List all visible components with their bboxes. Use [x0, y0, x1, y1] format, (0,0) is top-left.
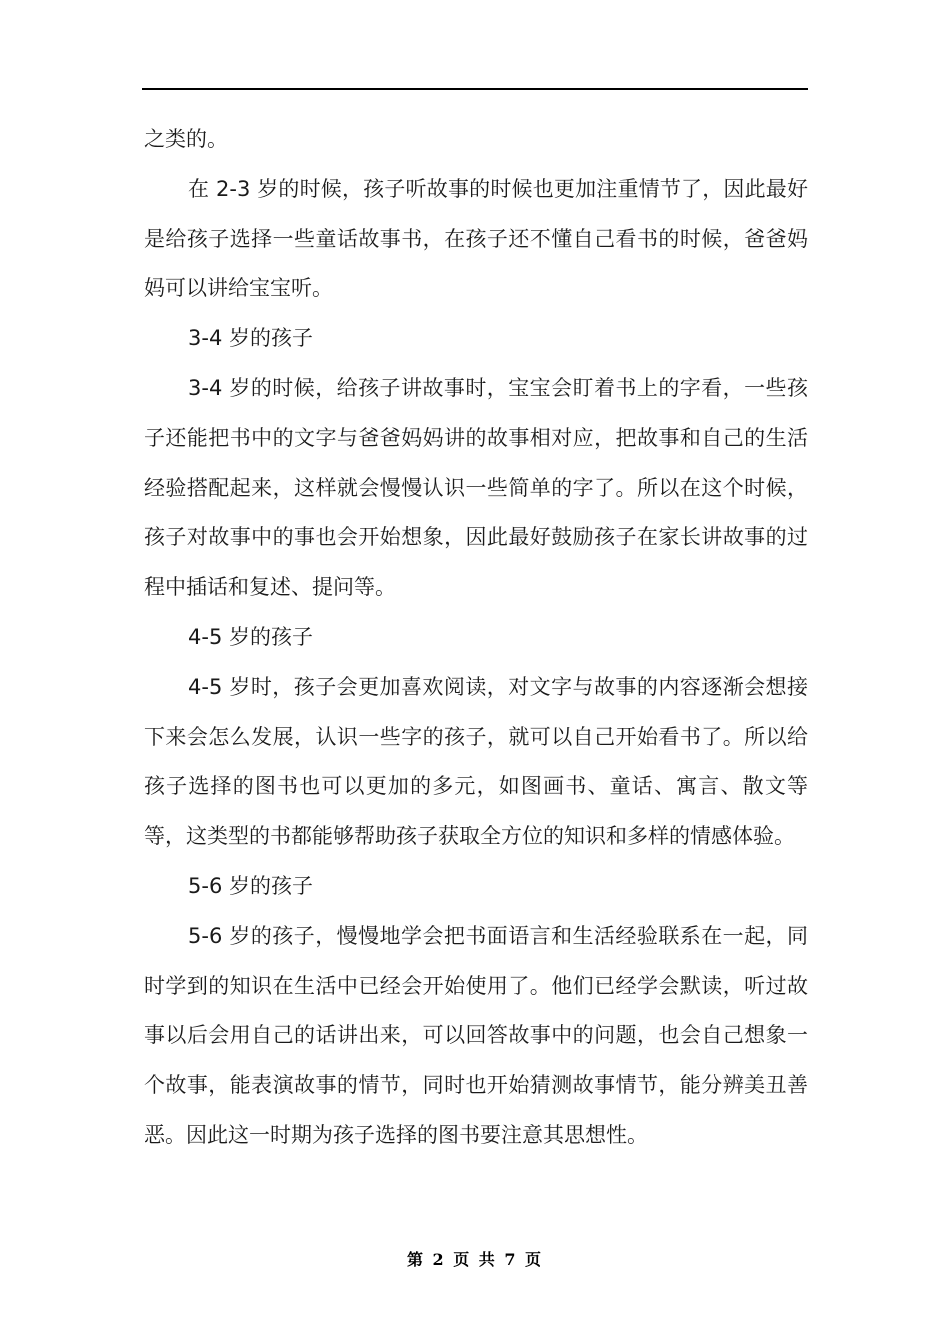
paragraph-3-4: 3-4 岁的时候，给孩子讲故事时，宝宝会盯着书上的字看，一些孩子还能把书中的文字与爸爸妈妈讲的故事相对应，把故事和自己的生活经验搭配起来，这样就会慢慢认识一些简单的字了。所以在这个时候，孩子对故事中的事也会开始想象，因此最好鼓励孩子在家长讲故事的过程中插话和复述、提问等。 [144, 375, 808, 600]
page-number-footer: 第 2 页 共 7 页 [406, 1250, 544, 1269]
section-heading-5-6: 5-6 岁的孩子 [188, 873, 313, 898]
body-text [144, 115, 808, 1161]
header-rule [142, 88, 808, 90]
paragraph-2: 在 2-3 岁的时候，孩子听故事的时候也更加注重情节了，因此最好是给孩子选择一些童话故事书，在孩子还不懂自己看书的时候，爸爸妈妈可以讲给宝宝听。 [144, 176, 808, 301]
paragraph-5-6: 5-6 岁的孩子，慢慢地学会把书面语言和生活经验联系在一起，同时学到的知识在生活中已经会开始使用了。他们已经学会默读，听过故事以后会用自己的话讲出来，可以回答故事中的问题，也会自己想象一个故事，能表演故事的情节，同时也开始猜测故事情节，能分辨美丑善恶。因此这一时期为孩子选择的图书要注意其思想性。 [144, 923, 808, 1147]
section-heading-4-5: 4-5 岁的孩子 [188, 624, 313, 649]
paragraph-4-5: 4-5 岁时，孩子会更加喜欢阅读，对文字与故事的内容逐渐会想接下来会怎么发展，认识一些字的孩子，就可以自己开始看书了。所以给孩子选择的图书也可以更加的多元，如图画书、童话、寓言、散文等等，这类型的书都能够帮助孩子获取全方位的知识和多样的情感体验。 [144, 674, 808, 849]
paragraph-1: 之类的。 [144, 127, 228, 151]
section-heading-3-4: 3-4 岁的孩子 [188, 326, 313, 351]
